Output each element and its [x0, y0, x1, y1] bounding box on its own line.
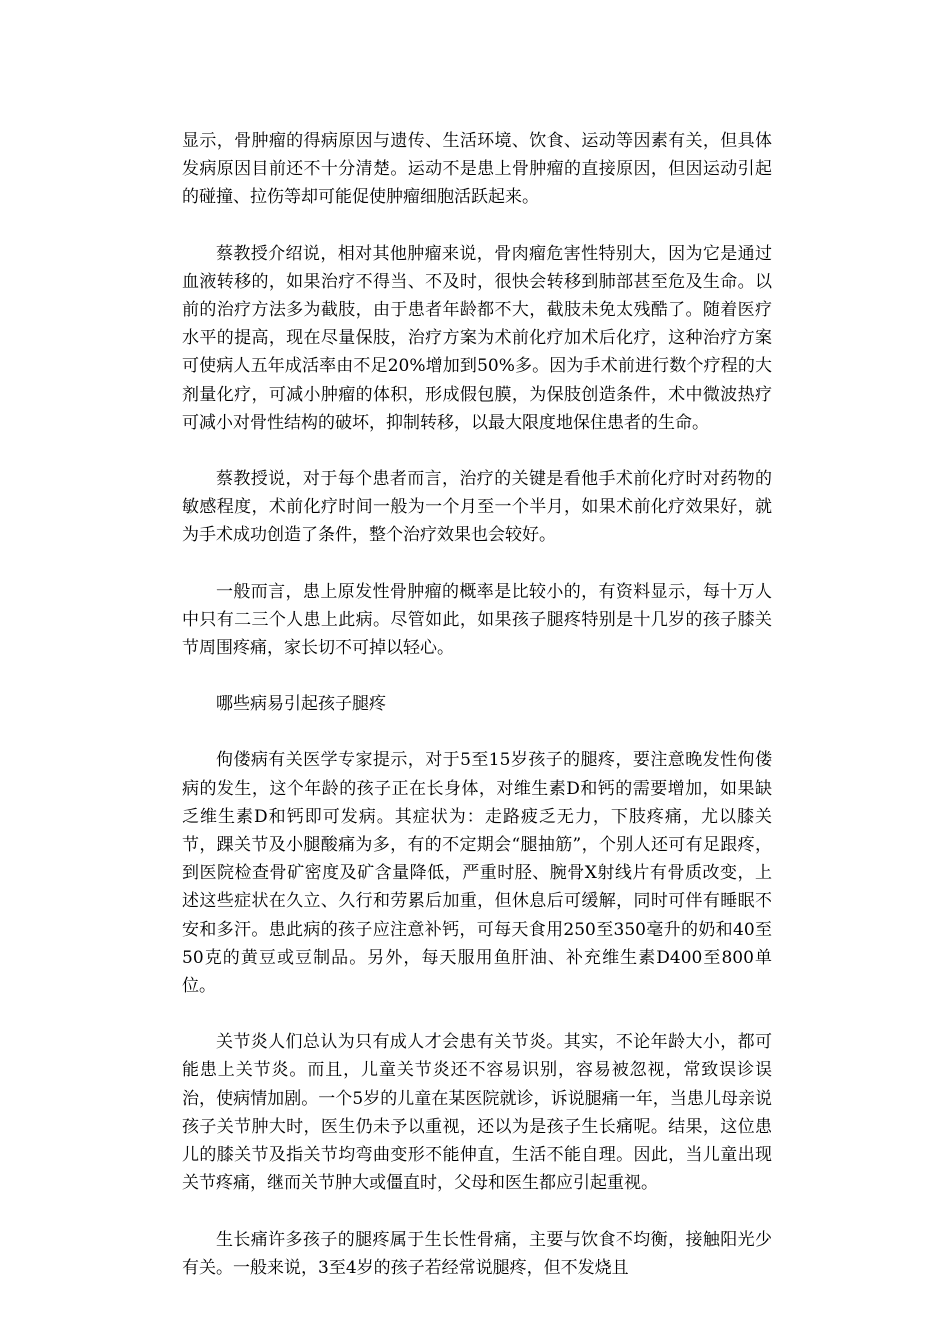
- paragraph-2: 蔡教授介绍说，相对其他肿瘤来说，骨肉瘤危害性特别大，因为它是通过血液转移的，如果治疗不得当、不及时，很快会转移到肺部甚至危及生命。以前的治疗方法多为截肢，由于患者年龄都不大，截肢未免太残酷了。随着医疗水平的提高，现在尽量保肢，治疗方案为术前化疗加术后化疗，这种治疗方案可使病人五年成活率由不足20%增加到50%多。因为手术前进行数个疗程的大剂量化疗，可减小肿瘤的体积，形成假包膜，为保肢创造条件，术中微波热疗可减小对骨性结构的破坏，抑制转移，以最大限度地保住患者的生命。: [182, 243, 772, 433]
- paragraph-1: 显示，骨肿瘤的得病原因与遗传、生活环境、饮食、运动等因素有关，但具体发病原因目前还不十分清楚。运动不是患上骨肿瘤的直接原因，但因运动引起的碰撞、拉伤等却可能促使肿瘤细胞活跃起来。: [182, 131, 772, 208]
- paragraph-growing-pains: 生长痛许多孩子的腿疼属于生长性骨痛，主要与饮食不均衡，接触阳光少有关。一般来说，3至4岁的孩子若经常说腿疼，但不发烧且: [182, 1229, 772, 1278]
- paragraph-arthritis: 关节炎人们总认为只有成人才会患有关节炎。其实，不论年龄大小，都可能患上关节炎。而且，儿童关节炎还不容易识别，容易被忽视，常致误诊误治，使病情加剧。一个5岁的儿童在某医院就诊，诉说腿痛一年，当患儿母亲说孩子关节肿大时，医生仍未予以重视，还以为是孩子生长痛呢。结果，这位患儿的膝关节及指关节均弯曲变形不能伸直，生活不能自理。因此，当儿童出现关节疼痛，继而关节肿大或僵直时，父母和医生都应引起重视。: [182, 1032, 772, 1194]
- document-page: [182, 127, 772, 1310]
- paragraph-rickets: 佝偻病有关医学专家提示，对于5至15岁孩子的腿疼，要注意晚发性佝偻病的发生，这个年龄的孩子正在长身体，对维生素D和钙的需要增加，如果缺乏维生素D和钙即可发病。其症状为：走路疲乏无力，下肢疼痛，尤以膝关节，踝关节及小腿酸痛为多，有的不定期会“腿抽筋”，个别人还可有足跟疼，到医院检查骨矿密度及矿含量降低，严重时胫、腕骨X射线片有骨质改变，上述这些症状在久立、久行和劳累后加重，但休息后可缓解，同时可伴有睡眠不安和多汗。患此病的孩子应注意补钙，可每天食用250至350毫升的奶和40至50克的黄豆或豆制品。另外，每天服用鱼肝油、补充维生素D400至800单位。: [182, 750, 772, 997]
- section-heading: 哪些病易引起孩子腿疼: [216, 694, 386, 715]
- paragraph-3: 蔡教授说，对于每个患者而言，治疗的关键是看他手术前化疗时对药物的敏感程度，术前化疗时间一般为一个月至一个半月，如果术前化疗效果好，就为手术成功创造了条件，整个治疗效果也会较好。: [182, 469, 772, 546]
- paragraph-4: 一般而言，患上原发性骨肿瘤的概率是比较小的，有资料显示，每十万人中只有二三个人患上此病。尽管如此，如果孩子腿疼特别是十几岁的孩子膝关节周围疼痛，家长切不可掉以轻心。: [182, 581, 772, 659]
